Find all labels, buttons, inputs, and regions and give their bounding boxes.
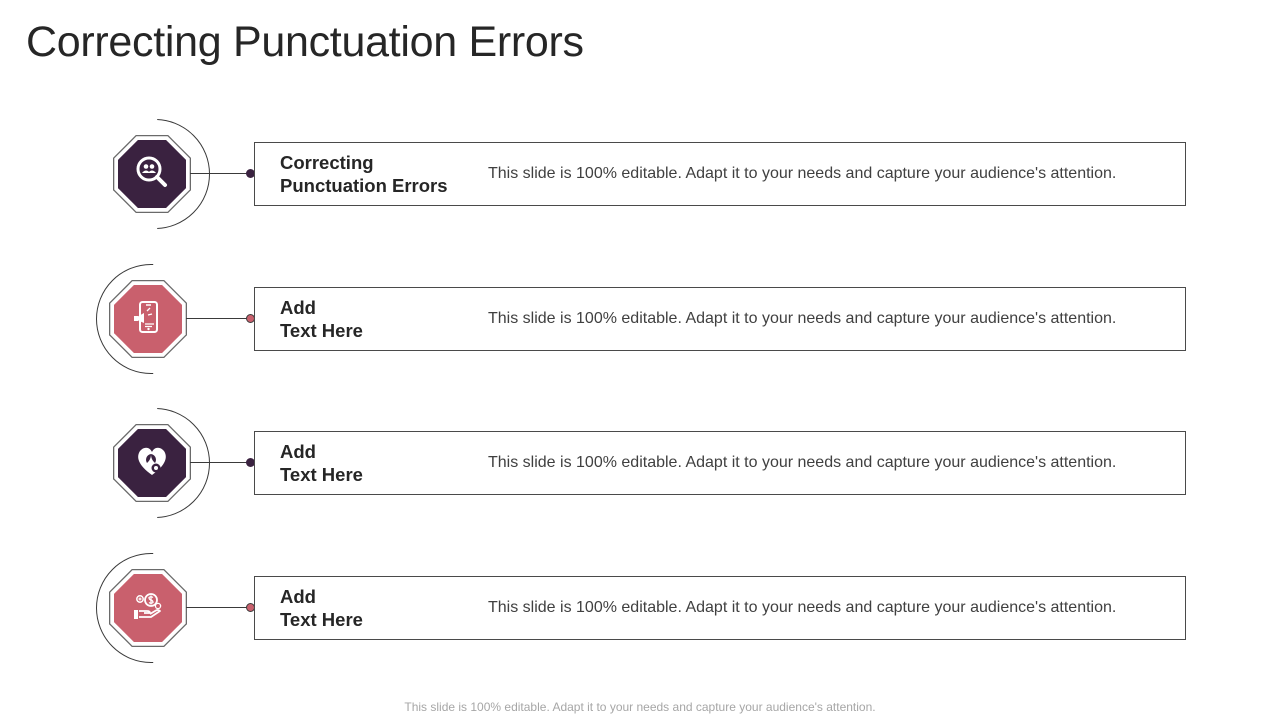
item-description: This slide is 100% editable. Adapt it to your needs and capture your audience's attention. [488,310,1117,327]
connector-line [190,173,250,174]
item-row-1 [0,119,1280,229]
item-card [254,287,1186,351]
item-title: Add Text Here [280,297,363,341]
item-title: Correcting Punctuation Errors [280,152,448,196]
item-row-3 [0,408,1280,518]
item-card [254,142,1186,206]
item-title: Add Text Here [280,441,363,485]
item-description: This slide is 100% editable. Adapt it to your needs and capture your audience's attention. [488,165,1117,182]
octagon-badge [109,569,187,647]
item-row-2 [0,264,1280,374]
octagon-fill [114,574,182,642]
octagon-badge [113,135,191,213]
item-card [254,431,1186,495]
item-row-4 [0,553,1280,663]
octagon-badge [109,280,187,358]
octagon-fill [114,285,182,353]
octagon-fill [118,429,186,497]
connector-line [186,318,250,319]
item-title: Add Text Here [280,586,363,630]
item-card [254,576,1186,640]
slide-title: Correcting Punctuation Errors [26,18,584,66]
hand-dollar-icon [128,586,168,631]
item-description: This slide is 100% editable. Adapt it to your needs and capture your audience's attention. [488,599,1117,616]
search-people-icon [132,152,172,197]
octagon-badge [113,424,191,502]
item-description: This slide is 100% editable. Adapt it to your needs and capture your audience's attention. [488,454,1117,471]
mobile-megaphone-icon [128,297,168,342]
heart-leaf-icon [132,441,172,486]
footer-note: This slide is 100% editable. Adapt it to your needs and capture your audience's attention. [404,700,876,714]
octagon-fill [118,140,186,208]
connector-line [190,462,250,463]
connector-line [186,607,250,608]
